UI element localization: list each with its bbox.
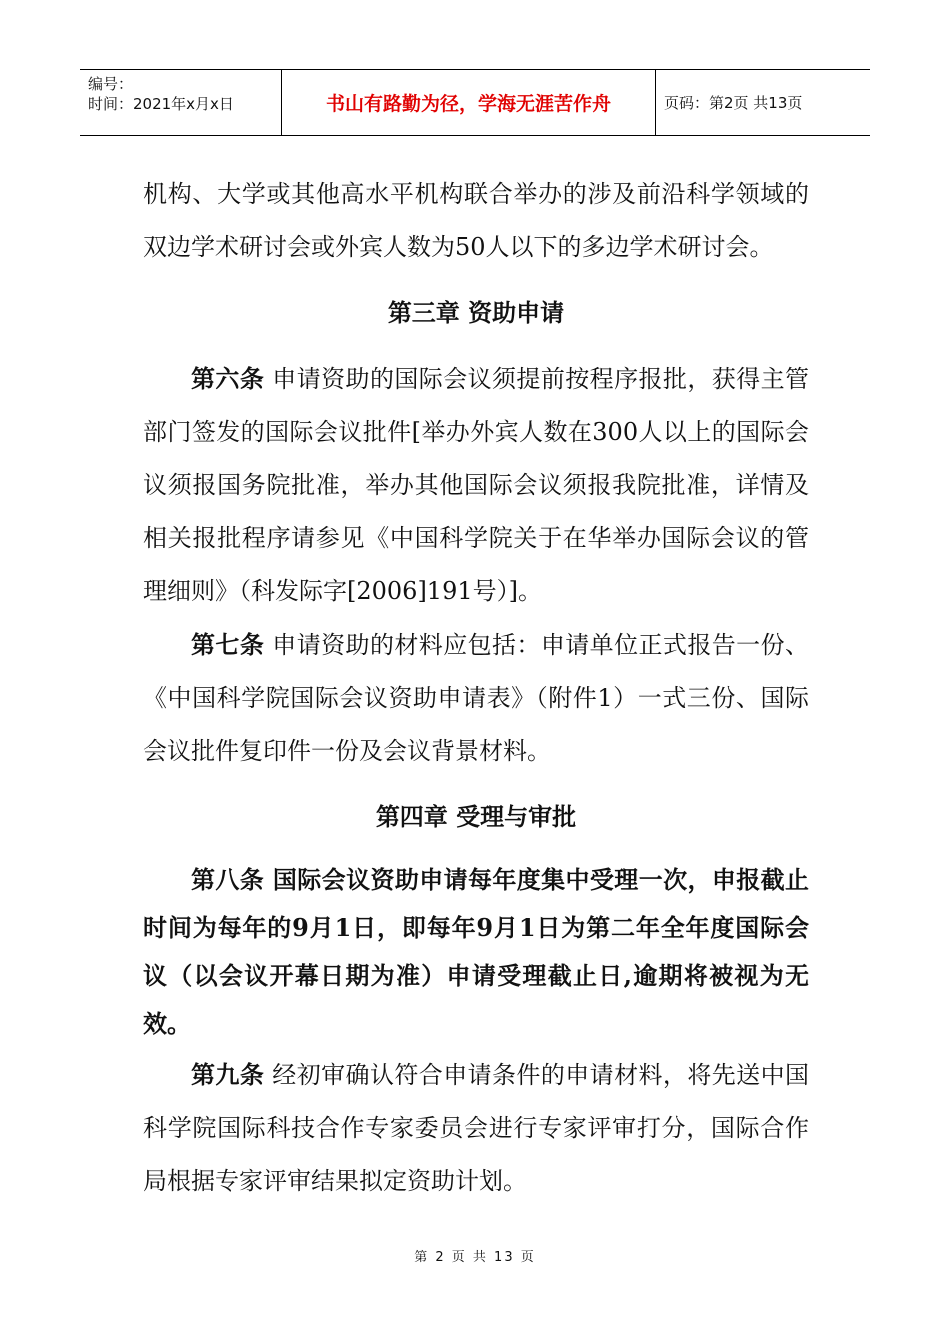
article-6 [143,352,809,618]
page-footer: 第 2 页 共 13 页 [414,1250,536,1265]
article-9-text: 经初审确认符合申请条件的申请材料，将先送中国科学院国际科技合作专家委员会进行专家评审打分，国际合作局根据专家评审结果拟定资助计划。 [143,1061,809,1195]
article-8 [143,856,809,1048]
page-header [80,69,870,136]
article-6-label: 第六条 [191,364,265,393]
chapter-3-heading: 第三章 资助申请 [387,298,565,327]
article-7 [143,618,809,778]
article-7-label: 第七条 [191,630,265,659]
article-6-text: 申请资助的国际会议须提前按程序报批，获得主管部门签发的国际会议批件[举办外宾人数在300人以上的国际会议须报国务院批准，举办其他国际会议须报我院批准，详情及相关报批程序请参见《中国科学院关于在华举办国际会议的管理细则》（科发际字[2006]191号）]。 [143,365,809,605]
document-body [143,168,809,1208]
article-8-text: 国际会议资助申请每年度集中受理一次，申报截止时间为每年的9月1日，即每年9月1日为第二年全年度国际会议（以会议开幕日期为准）申请受理截止日,逾期将被视为无效。 [143,865,810,1038]
header-meta [80,70,282,135]
article-9-label: 第九条 [191,1060,265,1089]
article-9 [143,1048,809,1208]
header-motto: 书山有路勤为径，学海无涯苦作舟 [282,70,656,135]
header-time: 时间：2021年x月x日 [88,95,234,113]
chapter-4-heading: 第四章 受理与审批 [375,802,577,831]
article-8-label: 第八条 [191,865,265,894]
paragraph-continued: 机构、大学或其他高水平机构联合举办的涉及前沿科学领域的双边学术研讨会或外宾人数为50人以下的多边学术研讨会。 [143,180,809,261]
article-7-text: 申请资助的材料应包括：申请单位正式报告一份、《中国科学院国际会议资助申请表》（附件1）一式三份、国际会议批件复印件一份及会议背景材料。 [143,631,809,765]
header-number: 编号： [88,75,134,93]
header-page-info: 页码：第2页 共13页 [664,94,803,112]
